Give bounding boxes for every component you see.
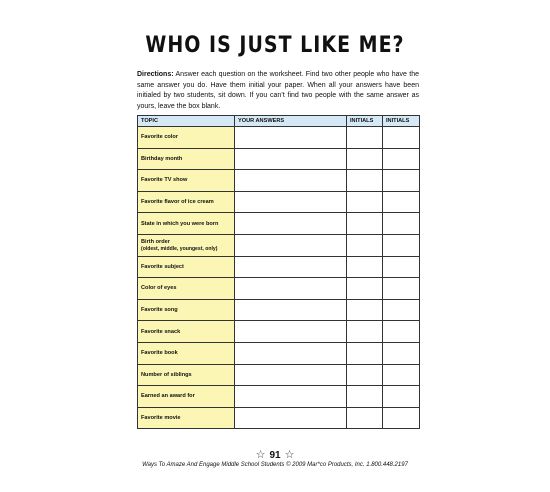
topic-cell [138, 386, 235, 408]
topic-cell [138, 170, 235, 192]
page-number-line [0, 448, 550, 461]
initials-cell-1[interactable] [347, 299, 383, 321]
topic-cell [138, 278, 235, 300]
directions-paragraph [137, 70, 419, 112]
topic-label: Favorite movie [141, 415, 181, 422]
topic-cell [138, 234, 235, 256]
initials-cell-2[interactable] [383, 213, 420, 235]
topic-label: Earned an award for [141, 393, 195, 400]
answer-cell[interactable] [235, 234, 347, 256]
table-row [138, 407, 420, 429]
header-initials-1: INITIALS [347, 116, 383, 127]
initials-cell-1[interactable] [347, 213, 383, 235]
table-row [138, 321, 420, 343]
topic-cell [138, 256, 235, 278]
answer-cell[interactable] [235, 148, 347, 170]
answer-cell[interactable] [235, 278, 347, 300]
topic-label: Favorite song [141, 307, 178, 314]
book-title: Ways To Amaze And Engage Middle School Students [142, 462, 285, 468]
header-topic: TOPIC [138, 116, 235, 127]
topic-label: Number of siblings [141, 371, 192, 378]
initials-cell-2[interactable] [383, 256, 420, 278]
table-row [138, 299, 420, 321]
topic-label: Favorite snack [141, 328, 181, 335]
table-row [138, 364, 420, 386]
table-header-row [138, 116, 420, 127]
header-your-answers: YOUR ANSWERS [235, 116, 347, 127]
topic-label: Favorite flavor of ice cream [141, 199, 214, 206]
table-row [138, 256, 420, 278]
initials-cell-2[interactable] [383, 148, 420, 170]
initials-cell-1[interactable] [347, 278, 383, 300]
answer-cell[interactable] [235, 299, 347, 321]
topic-sublabel: (oldest, middle, youngest, only) [141, 245, 218, 252]
initials-cell-1[interactable] [347, 321, 383, 343]
initials-cell-1[interactable] [347, 386, 383, 408]
initials-cell-2[interactable] [383, 234, 420, 256]
answer-cell[interactable] [235, 127, 347, 149]
table-row [138, 191, 420, 213]
topic-cell [138, 321, 235, 343]
answer-cell[interactable] [235, 213, 347, 235]
topic-cell [138, 213, 235, 235]
initials-cell-2[interactable] [383, 342, 420, 364]
initials-cell-2[interactable] [383, 299, 420, 321]
topic-cell [138, 127, 235, 149]
initials-cell-2[interactable] [383, 127, 420, 149]
copyright-line [0, 462, 550, 468]
topic-cell [138, 342, 235, 364]
header-initials-2: INITIALS [383, 116, 420, 127]
initials-cell-1[interactable] [347, 364, 383, 386]
initials-cell-2[interactable] [383, 191, 420, 213]
topic-cell [138, 148, 235, 170]
initials-cell-2[interactable] [383, 364, 420, 386]
table-row [138, 148, 420, 170]
answer-cell[interactable] [235, 364, 347, 386]
answer-cell[interactable] [235, 256, 347, 278]
initials-cell-1[interactable] [347, 407, 383, 429]
table-row [138, 234, 420, 256]
topic-label: Birth order [141, 238, 170, 245]
worksheet-title: WHO IS JUST LIKE ME? [145, 32, 405, 58]
topic-label: State in which you were born [141, 220, 219, 227]
star-outline-icon: ☆ [284, 449, 295, 461]
initials-cell-2[interactable] [383, 170, 420, 192]
initials-cell-2[interactable] [383, 278, 420, 300]
answer-cell[interactable] [235, 170, 347, 192]
topic-cell [138, 364, 235, 386]
copyright-text: © 2009 Mar*co Products, Inc. 1.800.448.2197 [284, 462, 408, 468]
initials-cell-1[interactable] [347, 191, 383, 213]
star-outline-icon: ☆ [255, 449, 266, 461]
initials-cell-2[interactable] [383, 407, 420, 429]
answer-cell[interactable] [235, 342, 347, 364]
table-row [138, 386, 420, 408]
topic-label: Color of eyes [141, 285, 177, 292]
initials-cell-1[interactable] [347, 234, 383, 256]
table-row [138, 278, 420, 300]
table-row [138, 342, 420, 364]
directions-label: Directions: [137, 71, 174, 78]
directions-text: Answer each question on the worksheet. Find two other people who have the same answer you do. Have them initial your paper. When all your answers have been initialed by two students, sit down. If you can’t find two people with the same answer as yours, leave the box blank. [137, 71, 419, 110]
topic-cell [138, 191, 235, 213]
initials-cell-1[interactable] [347, 148, 383, 170]
worksheet-table [137, 115, 420, 429]
answer-cell[interactable] [235, 191, 347, 213]
answer-cell[interactable] [235, 386, 347, 408]
table-row [138, 213, 420, 235]
initials-cell-1[interactable] [347, 127, 383, 149]
initials-cell-1[interactable] [347, 170, 383, 192]
initials-cell-1[interactable] [347, 256, 383, 278]
initials-cell-2[interactable] [383, 386, 420, 408]
initials-cell-2[interactable] [383, 321, 420, 343]
answer-cell[interactable] [235, 407, 347, 429]
topic-label: Birthday month [141, 155, 183, 162]
table-row [138, 127, 420, 149]
table-row [138, 170, 420, 192]
topic-cell [138, 299, 235, 321]
page-number: 91 [269, 450, 281, 461]
topic-label: Favorite TV show [141, 177, 188, 184]
topic-label: Favorite color [141, 134, 178, 141]
answer-cell[interactable] [235, 321, 347, 343]
topic-label: Favorite book [141, 350, 178, 357]
topic-cell [138, 407, 235, 429]
initials-cell-1[interactable] [347, 342, 383, 364]
topic-label: Favorite subject [141, 263, 184, 270]
